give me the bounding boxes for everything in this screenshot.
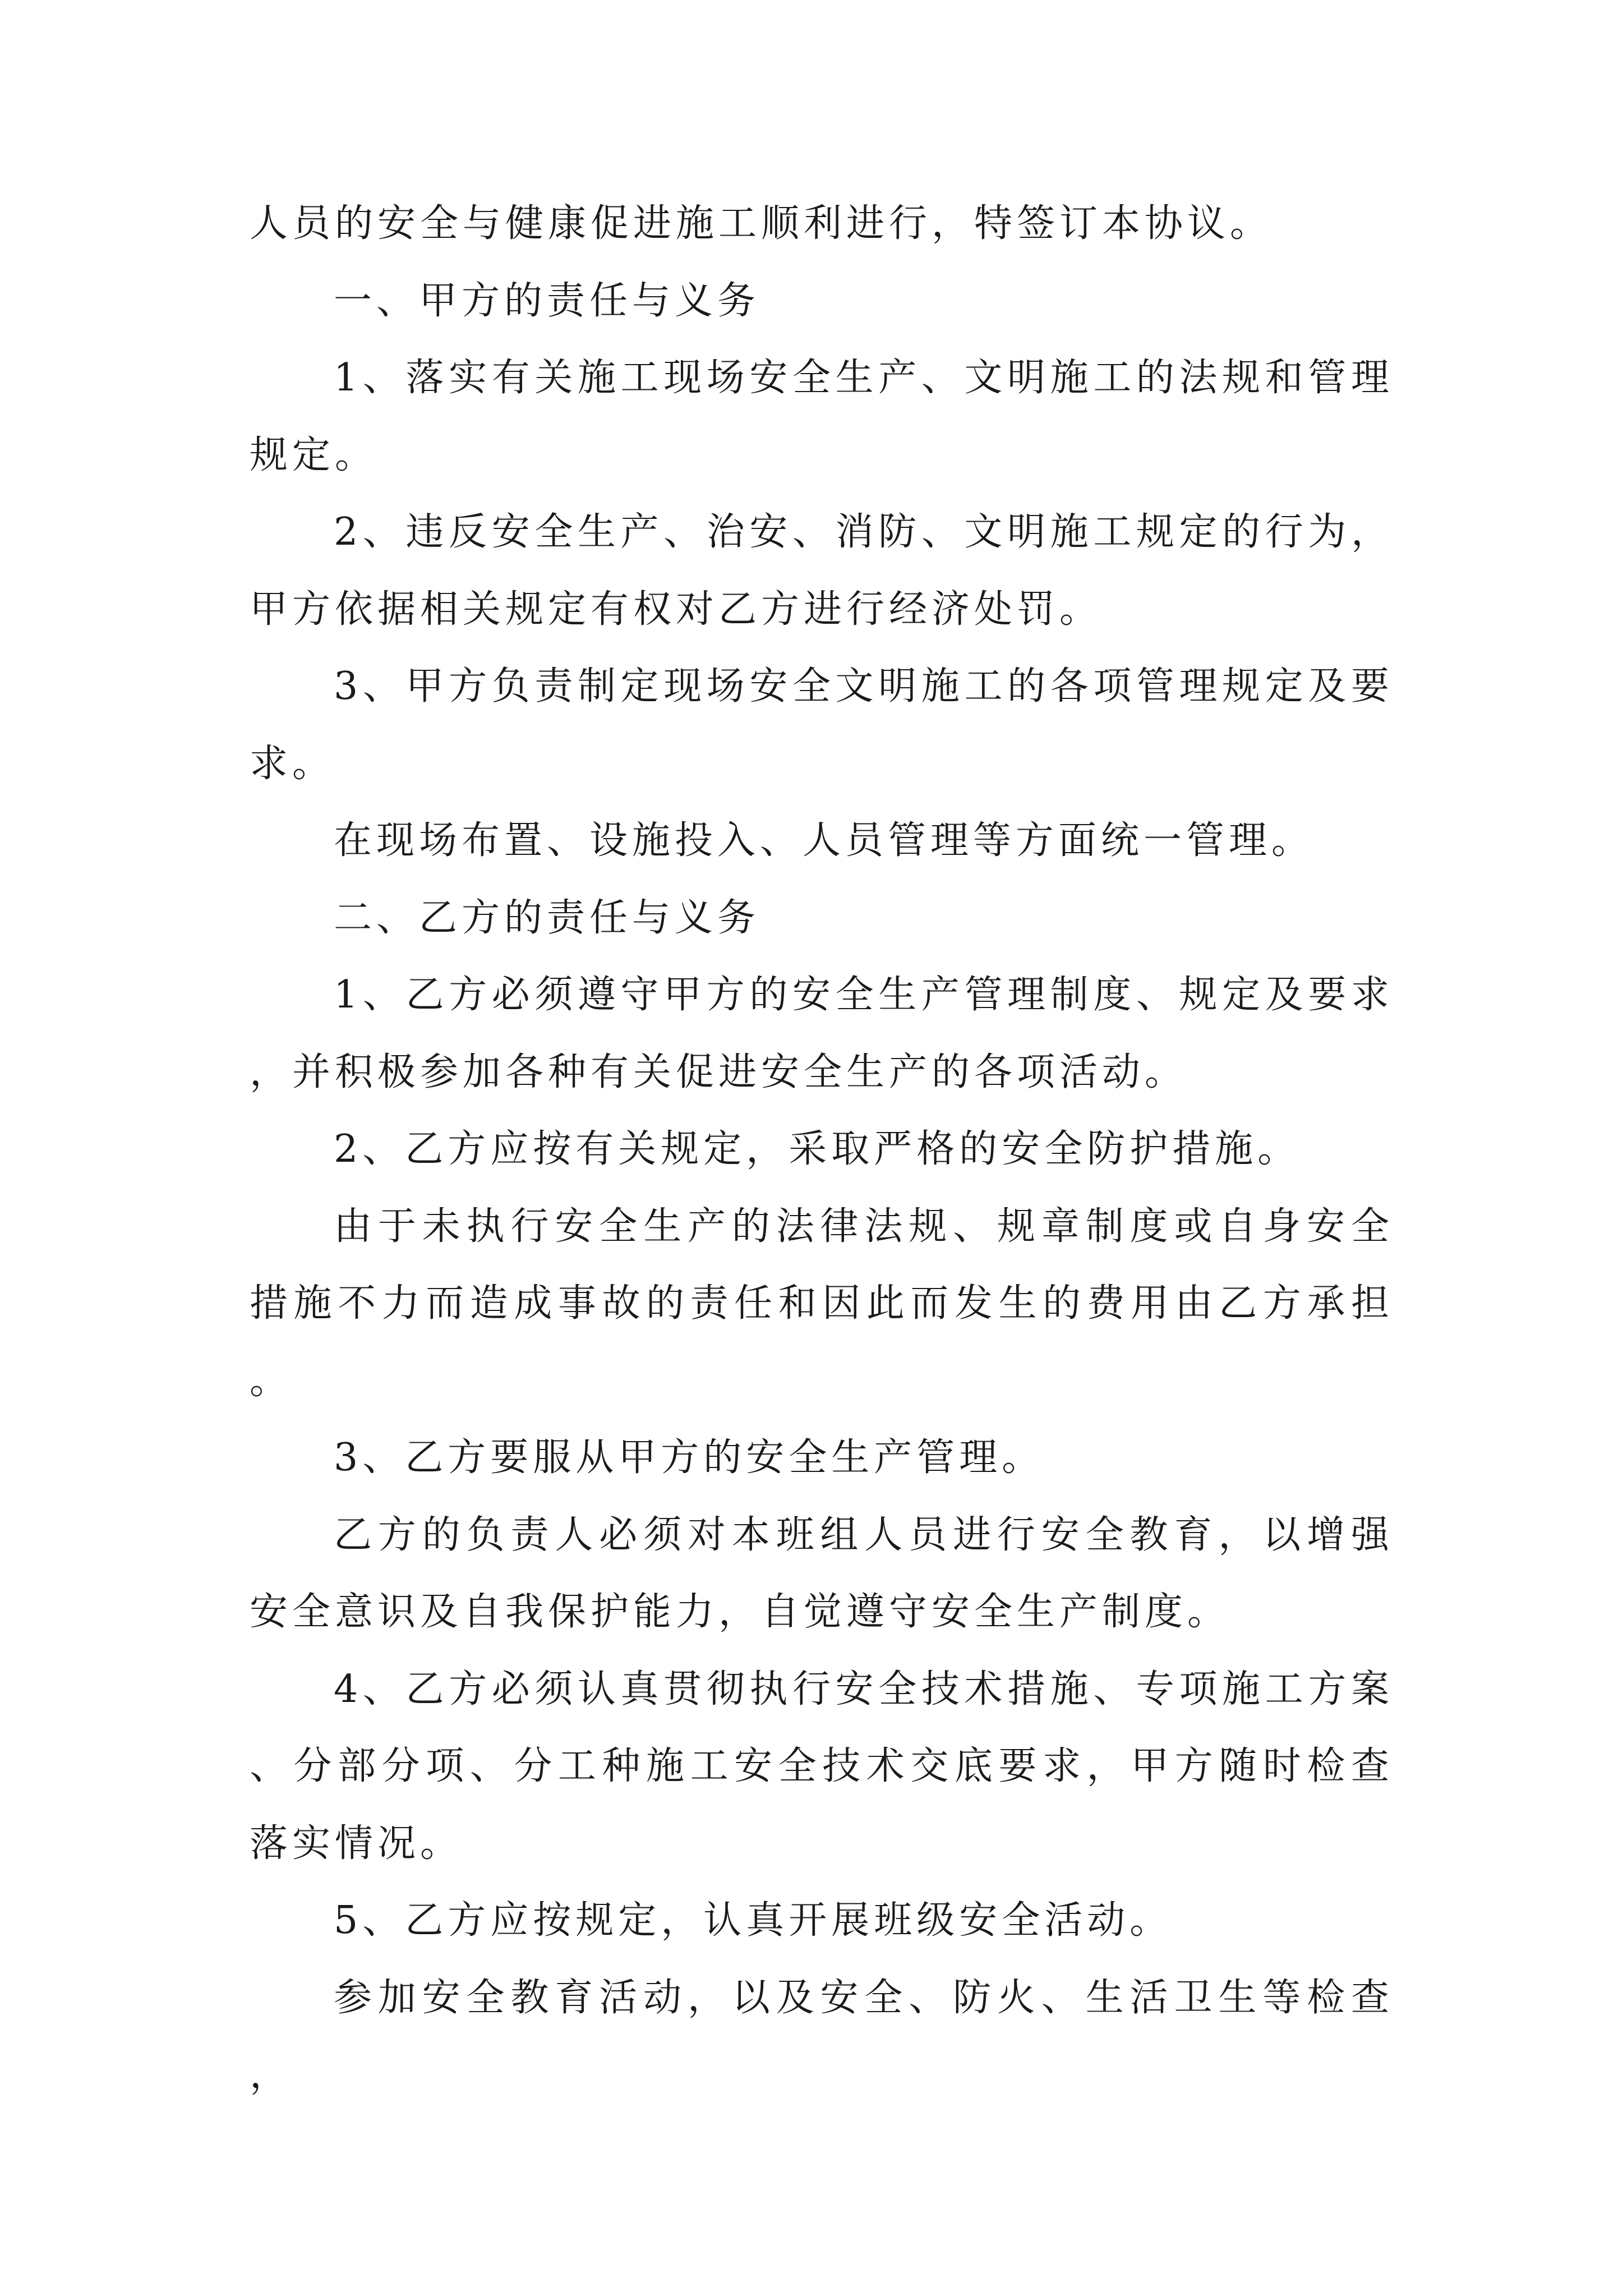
paragraph-party-b-item-5-detail: 参加安全教育活动，以及安全、防火、生活卫生等检查， (250, 1975, 1394, 2097)
paragraph-party-a-item-3: 3、甲方负责制定现场安全文明施工的各项管理规定及要求。 (250, 664, 1394, 786)
document-body (250, 185, 1394, 2114)
paragraph-party-b-item-2: 2、乙方应按有关规定，采取严格的安全防护措施。 (334, 1127, 1301, 1171)
paragraph-party-a-item-2: 2、违反安全生产、治安、消防、文明施工规定的行为，甲方依据相关规定有权对乙方进行经济处罚。 (250, 510, 1394, 632)
paragraph-intro-continuation: 人员的安全与健康促进施工顺利进行，特签订本协议。 (250, 201, 1273, 246)
paragraph-party-b-item-5: 5、乙方应按规定，认真开展班级安全活动。 (334, 1898, 1173, 1943)
paragraph-party-b-item-4: 4、乙方必须认真贯彻执行安全技术措施、专项施工方案、分部分项、分工种施工安全技术交底要求，甲方随时检查落实情况。 (250, 1667, 1394, 1866)
paragraph-party-a-item-1: 1、落实有关施工现场安全生产、文明施工的法规和管理规定。 (250, 356, 1394, 477)
section-heading-party-a: 一、甲方的责任与义务 (334, 278, 760, 323)
paragraph-party-b-item-3: 3、乙方要服从甲方的安全生产管理。 (334, 1435, 1045, 1480)
paragraph-party-b-item-3-detail: 乙方的负责人必须对本班组人员进行安全教育，以增强安全意识及自我保护能力，自觉遵守安全生产制度。 (250, 1512, 1394, 1634)
paragraph-party-a-item-3-detail: 在现场布置、设施投入、人员管理等方面统一管理。 (334, 818, 1315, 863)
section-heading-party-b: 二、乙方的责任与义务 (334, 895, 760, 940)
paragraph-party-b-item-1: 1、乙方必须遵守甲方的安全生产管理制度、规定及要求，并积极参加各种有关促进安全生产的各项活动。 (250, 973, 1394, 1094)
paragraph-party-b-item-2-detail: 由于未执行安全生产的法律法规、规章制度或自身安全措施不力而造成事故的责任和因此而发生的费用由乙方承担。 (250, 1204, 1394, 1403)
